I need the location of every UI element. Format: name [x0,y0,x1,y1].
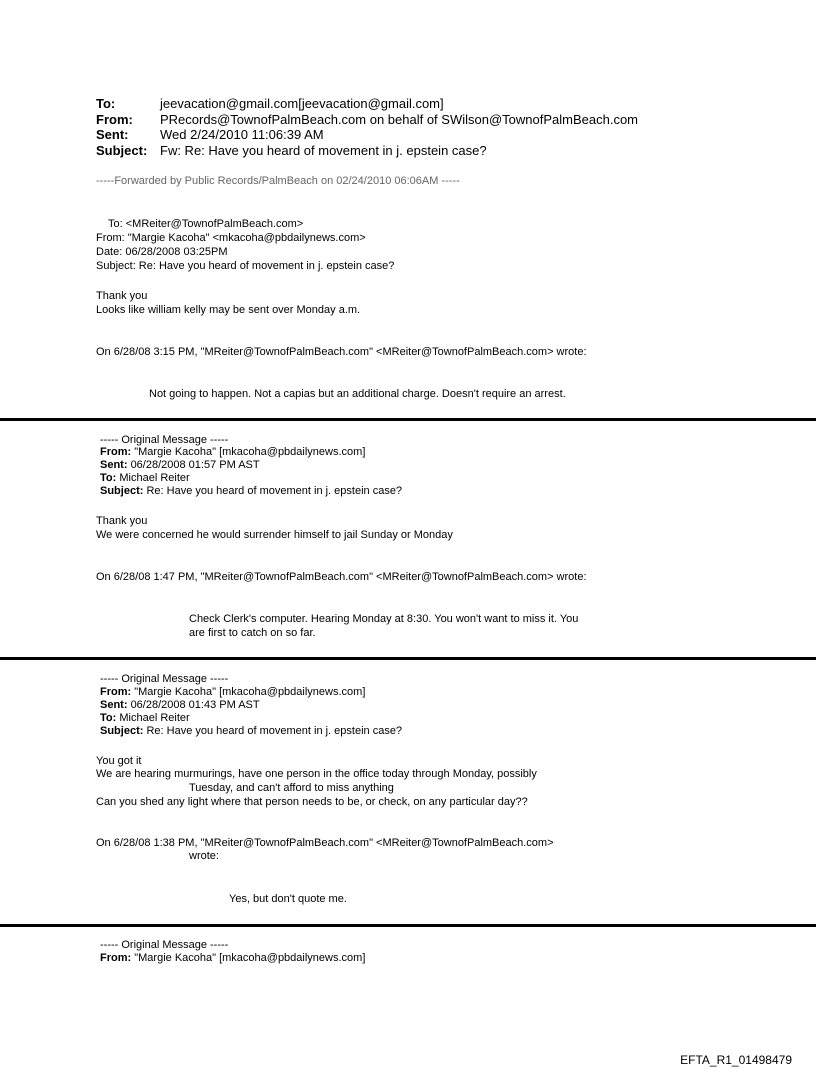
from-value: PRecords@TownofPalmBeach.com on behalf of SWilson@TownofPalmBeach.com [160,112,638,127]
msg1-subject-line: Subject: Re: Have you heard of movement in j. epstein case? [96,260,395,272]
msg3-sent [100,699,260,712]
msg3-subject-value: Re: Have you heard of movement in j. epstein case? [146,725,403,737]
msg2-body-line: We were concerned he would surrender himself to jail Sunday or Monday [96,529,453,541]
msg2-to-value: Michael Reiter [119,472,190,484]
msg4-from-value: "Margie Kacoha" [mkacoha@pbdailynews.com] [134,952,366,964]
subject-label: Subject: [96,143,148,158]
msg3-body-line: We are hearing murmurings, have one person in the office today through Monday, possibly [96,768,537,780]
msg2-original-line: ----- Original Message ----- [100,434,229,446]
msg2-subject [100,485,402,498]
divider-rule [0,657,816,660]
msg2-sent-value: 06/28/2008 01:57 PM AST [130,459,260,471]
msg1-wrote-line: On 6/28/08 3:15 PM, "MReiter@TownofPalmBeach.com" <MReiter@TownofPalmBeach.com> wrote: [96,346,587,358]
msg3-body-line: You got it [96,755,142,767]
msg1-body-line: Thank you [96,290,148,302]
msg3-to-label: To: [100,712,117,724]
subject-value: Fw: Re: Have you heard of movement in j. epstein case? [160,143,487,158]
msg3-sent-value: 06/28/2008 01:43 PM AST [130,699,260,711]
msg2-from-label: From: [100,446,132,458]
msg2-sent-label: Sent: [100,459,128,471]
msg2-subject-value: Re: Have you heard of movement in j. epstein case? [146,485,403,497]
msg2-from [100,446,365,459]
msg2-to-label: To: [100,472,117,484]
msg2-quote-line: Check Clerk's computer. Hearing Monday at 8:30. You won't want to miss it. You [189,613,579,625]
to-label: To: [96,96,116,111]
msg2-to [100,472,190,485]
msg3-original-line: ----- Original Message ----- [100,673,229,685]
msg1-quote: Not going to happen. Not a capias but an additional charge. Doesn't require an arrest. [149,388,566,400]
msg3-from-label: From: [100,686,132,698]
msg2-wrote-line: On 6/28/08 1:47 PM, "MReiter@TownofPalmBeach.com" <MReiter@TownofPalmBeach.com> wrote: [96,571,587,583]
msg3-body-line: Tuesday, and can't afford to miss anything [189,782,394,794]
msg3-subject [100,725,402,738]
sent-label: Sent: [96,127,129,142]
msg3-from-value: "Margie Kacoha" [mkacoha@pbdailynews.com] [134,686,366,698]
msg3-sent-label: Sent: [100,699,128,711]
msg1-date-line: Date: 06/28/2008 03:25PM [96,246,228,258]
forward-note: -----Forwarded by Public Records/PalmBeach on 02/24/2010 06:06AM ----- [96,175,460,187]
msg4-from [100,952,365,965]
msg3-quote: Yes, but don't quote me. [229,893,347,905]
msg1-from-line: From: "Margie Kacoha" <mkacoha@pbdailynews.com> [96,232,366,244]
msg3-from [100,686,365,699]
msg2-from-value: "Margie Kacoha" [mkacoha@pbdailynews.com] [134,446,366,458]
msg3-to-value: Michael Reiter [119,712,190,724]
document-id: EFTA_R1_01498479 [680,1053,792,1067]
msg4-from-label: From: [100,952,132,964]
msg3-to [100,712,190,725]
msg1-body-line: Looks like william kelly may be sent over Monday a.m. [96,304,361,316]
to-value: jeevacation@gmail.com[jeevacation@gmail.com] [160,96,444,111]
msg2-quote-line: are first to catch on so far. [189,627,316,639]
msg1-to-line: To: <MReiter@TownofPalmBeach.com> [108,218,304,230]
msg2-sent [100,459,260,472]
divider-rule [0,418,816,421]
msg4-original-line: ----- Original Message ----- [100,939,229,951]
msg2-body-line: Thank you [96,515,148,527]
msg3-subject-label: Subject: [100,725,144,737]
msg3-wrote-line: wrote: [189,850,219,862]
msg2-subject-label: Subject: [100,485,144,497]
msg3-wrote-line: On 6/28/08 1:38 PM, "MReiter@TownofPalmBeach.com" <MReiter@TownofPalmBeach.com> [96,837,554,849]
divider-rule [0,924,816,927]
msg3-body-line: Can you shed any light where that person needs to be, or check, on any particular day?? [96,796,528,808]
sent-value: Wed 2/24/2010 11:06:39 AM [160,127,324,142]
from-label: From: [96,112,133,127]
